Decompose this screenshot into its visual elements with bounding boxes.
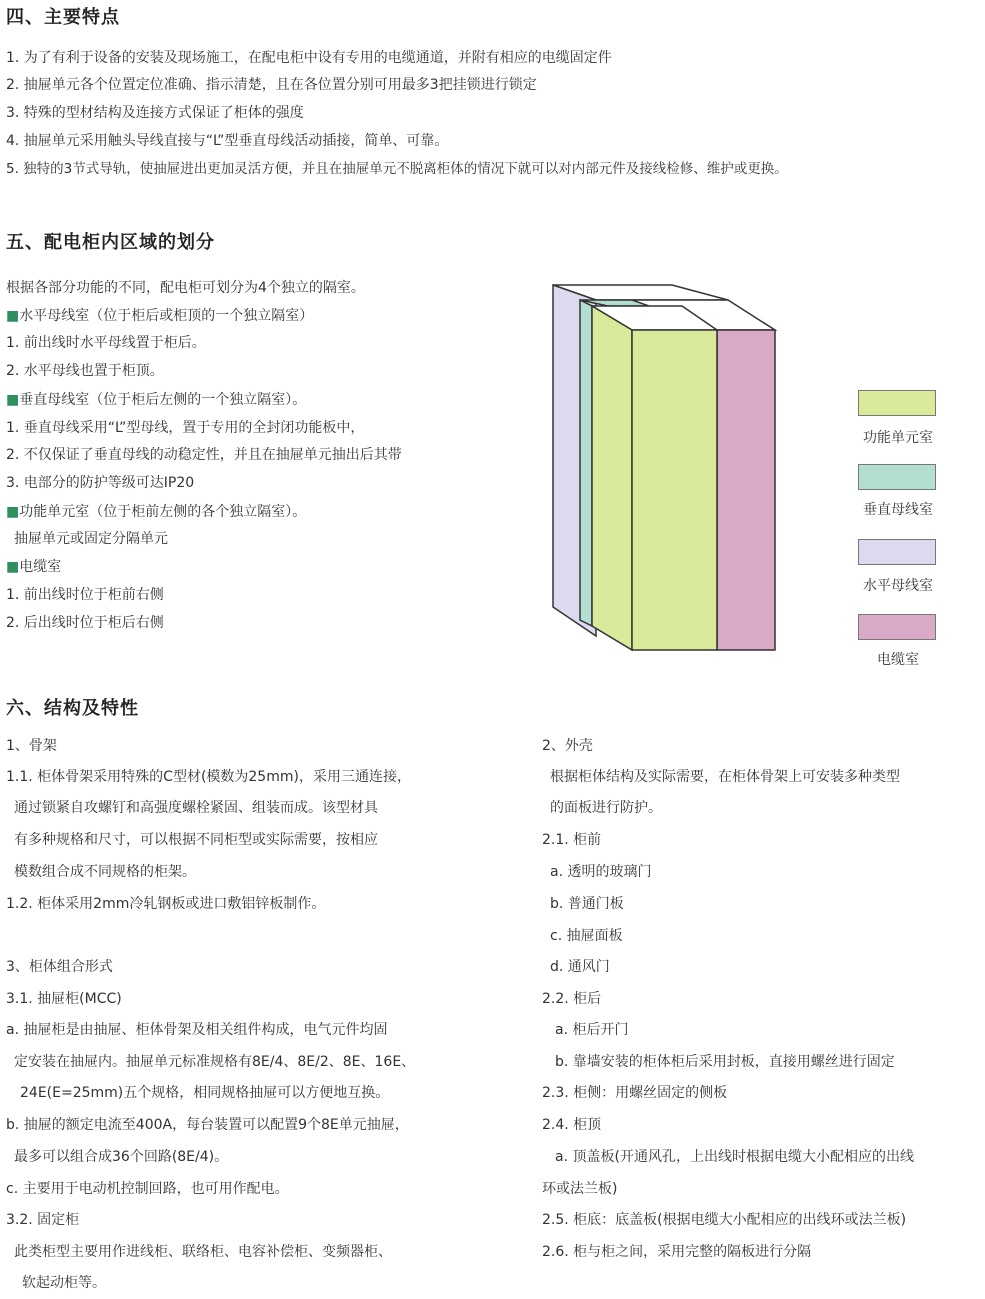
left-line-3: 通过锁紧自攻螺钉和高强度螺栓紧固、组装而成。该型材具 [14, 800, 378, 816]
right-line-10: a. 柜后开门 [555, 1022, 629, 1038]
section4-item-3: 3. 特殊的型材结构及连接方式保证了柜体的强度 [6, 105, 304, 121]
right-line-17: 2.6. 柜与柜之间，采用完整的隔板进行分隔 [542, 1244, 812, 1260]
left-line-6: 1.2. 柜体采用2mm冷轧钢板或进口敷铝锌板制作。 [6, 896, 326, 912]
left-line-13: b. 抽屉的额定电流至400A，每台装置可以配置9个8E单元抽屉， [6, 1117, 409, 1133]
legend-label-vertical: 垂直母线室 [863, 502, 933, 518]
right-line-5: a. 透明的玻璃门 [550, 864, 652, 880]
left-line-15: c. 主要用于电动机控制回路，也可用作配电。 [6, 1181, 289, 1197]
legend-label-functional: 功能单元室 [863, 430, 933, 446]
vertical-item-3: 3. 电部分的防护等级可达IP20 [6, 475, 195, 491]
functional-unit-heading: ■功能单元室（位于柜前左侧的各个独立隔室）。 [6, 504, 307, 520]
left-line-5: 模数组合成不同规格的柜架。 [14, 864, 196, 880]
section4-item-2: 2. 抽屉单元各个位置定位准确、指示清楚，且在各位置分别可用最多3把挂锁进行锁定 [6, 77, 537, 93]
horizontal-item-2: 2. 水平母线也置于柜顶。 [6, 363, 164, 379]
legend-swatch-cable [858, 614, 936, 640]
right-line-14: a. 顶盖板(开通风孔，上出线时根据电缆大小配相应的出线 [555, 1149, 914, 1165]
cable-front [717, 330, 775, 650]
vertical-item-1: 1. 垂直母线采用“L”型母线，置于专用的全封闭功能板中， [6, 420, 365, 436]
left-line-8: 3、柜体组合形式 [6, 959, 113, 975]
section4-title: 四、主要特点 [6, 7, 120, 28]
bullet-square: ■ [6, 504, 20, 520]
left-line-18: 软起动柜等。 [22, 1275, 106, 1291]
functional-unit-side [592, 306, 632, 650]
legend-label-horizontal: 水平母线室 [863, 578, 933, 594]
right-line-6: b. 普通门板 [550, 896, 624, 912]
section4-item-5: 5. 独特的3节式导轨，使抽屉进出更加灵活方便，并且在抽屉单元不脱离柜体的情况下就可以对内部元件及接线检修、维护或更换。 [6, 161, 788, 177]
cable-item-2: 2. 后出线时位于柜后右侧 [6, 615, 164, 631]
right-line-8: d. 通风门 [550, 959, 610, 975]
section6-title: 六、结构及特性 [6, 698, 139, 719]
right-line-3: 的面板进行防护。 [550, 800, 662, 816]
left-line-2: 1.1. 柜体骨架采用特殊的C型材(模数为25mm)，采用三通连接， [6, 769, 411, 785]
right-line-13: 2.4. 柜顶 [542, 1117, 602, 1133]
right-line-4: 2.1. 柜前 [542, 832, 602, 848]
legend-swatch-horizontal [858, 539, 936, 565]
left-line-16: 3.2. 固定柜 [6, 1212, 80, 1228]
left-line-1: 1、骨架 [6, 738, 57, 754]
bullet-square: ■ [6, 392, 20, 408]
functional-item-1: 抽屉单元或固定分隔单元 [14, 531, 168, 547]
right-line-7: c. 抽屉面板 [550, 928, 623, 944]
legend-swatch-vertical [858, 464, 936, 490]
bullet-square: ■ [6, 559, 20, 575]
section5-intro: 根据各部分功能的不同，配电柜可划分为4个独立的隔室。 [6, 280, 365, 296]
left-line-10: a. 抽屉柜是由抽屉、柜体骨架及相关组件构成，电气元件均固 [6, 1022, 388, 1038]
legend-swatch-functional [858, 390, 936, 416]
left-line-4: 有多种规格和尺寸，可以根据不同柜型或实际需要，按相应 [14, 832, 378, 848]
cable-item-1: 1. 前出线时位于柜前右侧 [6, 587, 164, 603]
legend-label-cable: 电缆室 [877, 652, 919, 668]
left-line-9: 3.1. 抽屉柜(MCC) [6, 991, 122, 1007]
left-line-17: 此类柜型主要用作进线柜、联络柜、电容补偿柜、变频器柜、 [14, 1244, 392, 1260]
right-line-11: b. 靠墙安装的柜体柜后采用封板，直接用螺丝进行固定 [555, 1054, 895, 1070]
horizontal-item-1: 1. 前出线时水平母线置于柜后。 [6, 335, 206, 351]
vertical-busbar-heading: ■垂直母线室（位于柜后左侧的一个独立隔室）。 [6, 392, 307, 408]
vertical-item-2: 2. 不仅保证了垂直母线的动稳定性，并且在抽屉单元抽出后其带 [6, 447, 402, 463]
section4-item-1: 1. 为了有利于设备的安装及现场施工，在配电柜中设有专用的电缆通道，并附有相应的电缆固定件 [6, 50, 612, 66]
right-line-2: 根据柜体结构及实际需要，在柜体骨架上可安装多种类型 [550, 769, 900, 785]
right-line-9: 2.2. 柜后 [542, 991, 602, 1007]
right-line-1: 2、外壳 [542, 738, 593, 754]
left-line-14: 最多可以组合成36个回路(8E/4)。 [14, 1149, 229, 1165]
right-line-16: 2.5. 柜底：底盖板(根据电缆大小配相应的出线环或法兰板) [542, 1212, 907, 1228]
right-line-12: 2.3. 柜侧：用螺丝固定的侧板 [542, 1085, 728, 1101]
functional-unit-front [632, 330, 717, 650]
right-line-15: 环或法兰板) [542, 1181, 618, 1197]
vertical-busbar-side [580, 300, 592, 626]
section5-title: 五、配电柜内区域的划分 [6, 232, 215, 253]
bullet-square: ■ [6, 308, 20, 324]
horizontal-busbar-heading: ■水平母线室（位于柜后或柜顶的一个独立隔室） [6, 308, 314, 324]
left-line-11: 定安装在抽屉内。抽屉单元标准规格有8E/4、8E/2、8E、16E、 [14, 1054, 416, 1070]
left-line-12: 24E(E=25mm)五个规格，相同规格抽屉可以方便地互换。 [20, 1085, 390, 1101]
cable-heading: ■电缆室 [6, 559, 62, 575]
section4-item-4: 4. 抽屉单元采用触头导线直接与“L”型垂直母线活动插接，简单、可靠。 [6, 133, 449, 149]
